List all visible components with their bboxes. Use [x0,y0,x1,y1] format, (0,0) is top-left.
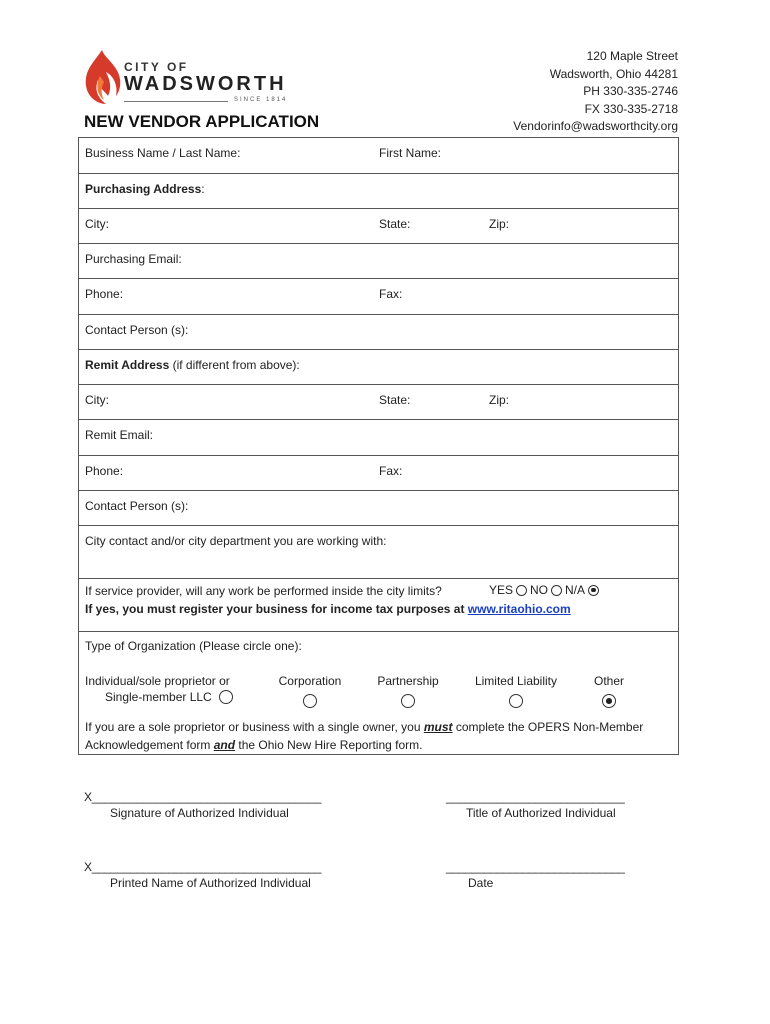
rita-link[interactable]: www.ritaohio.com [467,602,571,616]
contact-block [513,48,678,136]
logo-wadsworth: WADSWORTH [124,73,287,95]
city-contact-label: City contact and/or city department you are working with: [85,534,387,548]
logo-divider [124,101,228,102]
vendor-form [78,137,679,755]
printed-name-line: X____________________________________ [84,860,322,874]
row-business-name[interactable] [79,138,678,174]
signature-caption: Signature of Authorized Individual [110,806,289,820]
row-phone-fax[interactable] [79,279,678,315]
state-label: State: [379,216,411,231]
yes-radio[interactable] [516,585,527,596]
row-remit-email[interactable] [79,420,678,456]
city-logo [80,46,302,108]
na-radio[interactable] [588,585,599,596]
row-purchasing-address[interactable] [79,174,678,209]
signature-block[interactable] [84,790,321,820]
row-remit-address[interactable] [79,350,678,386]
remit-contact-person-label: Contact Person (s): [85,498,189,513]
row-city-state-zip[interactable] [79,209,678,245]
limited-liability-radio[interactable] [509,694,523,708]
date-caption: Date [468,876,494,890]
no-label: NO [530,583,549,597]
remit-address-label: Remit Address (if different from above): [85,357,300,372]
row-service-provider [79,579,678,632]
individual-radio[interactable] [219,690,233,704]
corporation-radio[interactable] [303,694,317,708]
remit-email-label: Remit Email: [85,428,154,442]
row-remit-contact-person[interactable] [79,491,678,527]
contact-person-label: Contact Person (s): [85,322,189,337]
row-remit-phone-fax[interactable] [79,456,678,491]
other-label: Other [593,674,624,688]
opers-note: If you are a sole proprietor or business with a single owner, you must complete the OPERS Non-Member Acknowledgement form and the Ohio New Hire Reporting form. [85,720,644,752]
remit-fax-label: Fax: [379,463,403,478]
individual-label-line2: Single-member LLC [105,690,212,704]
title-caption: Title of Authorized Individual [466,806,616,820]
row-city-contact[interactable] [79,526,678,579]
date-block[interactable] [446,860,624,890]
signature-line: X____________________________________ [84,790,322,804]
service-options [489,583,599,597]
page-title: NEW VENDOR APPLICATION [84,112,320,131]
row-purchasing-email[interactable] [79,244,678,279]
purchasing-email-label: Purchasing Email: [85,252,182,266]
org-option-limited-liability[interactable] [468,674,564,708]
no-radio[interactable] [551,585,562,596]
other-radio[interactable] [602,694,616,708]
contact-fax: FX 330-335-2718 [584,101,678,116]
partnership-label: Partnership [377,674,439,688]
corporation-label: Corporation [278,674,342,688]
yes-label: YES [489,583,514,597]
first-name-label: First Name: [379,146,442,160]
printed-name-block[interactable] [84,860,321,890]
org-option-corporation[interactable] [275,674,345,708]
logo-city-of: CITY OF [124,60,189,74]
purchasing-address-label: Purchasing Address: [85,181,205,196]
remit-city-label: City: [85,393,109,407]
fax-label: Fax: [379,287,403,301]
title-line: ____________________________ [446,790,625,804]
flame-icon [80,46,124,108]
na-label: N/A [565,583,586,597]
limited-liability-label: Limited Liability [474,674,558,688]
row-organization-type [79,632,678,754]
date-line: ____________________________ [446,860,625,874]
phone-label: Phone: [85,287,124,301]
remit-phone-label: Phone: [85,463,124,478]
printed-name-caption: Printed Name of Authorized Individual [110,876,311,890]
contact-phone: PH 330-335-2746 [583,84,678,98]
row-contact-person[interactable] [79,315,678,350]
partnership-radio[interactable] [401,694,415,708]
title-block[interactable] [446,790,624,820]
org-option-partnership[interactable] [373,674,443,708]
business-name-label: Business Name / Last Name: [85,146,241,160]
individual-label-line1: Individual/sole proprietor or [85,674,230,688]
zip-label: Zip: [489,216,510,231]
remit-zip-label: Zip: [489,393,510,407]
remit-state-label: State: [379,393,411,407]
org-option-individual[interactable] [85,674,233,704]
contact-email[interactable]: Vendorinfo@wadsworthcity.org [513,119,678,133]
register-notice: If yes, you must register your business for income tax purposes at www.ritaohio.com [85,602,571,616]
contact-city-line: Wadsworth, Ohio 44281 [549,66,678,81]
service-question: If service provider, will any work be performed inside the city limits? [85,584,442,598]
org-option-other[interactable] [584,674,634,708]
logo-since: SINCE 1814 [234,97,288,103]
city-label: City: [85,216,109,231]
row-remit-city-state-zip[interactable] [79,385,678,420]
org-type-prompt: Type of Organization (Please circle one): [85,639,302,653]
contact-street: 120 Maple Street [586,49,678,63]
